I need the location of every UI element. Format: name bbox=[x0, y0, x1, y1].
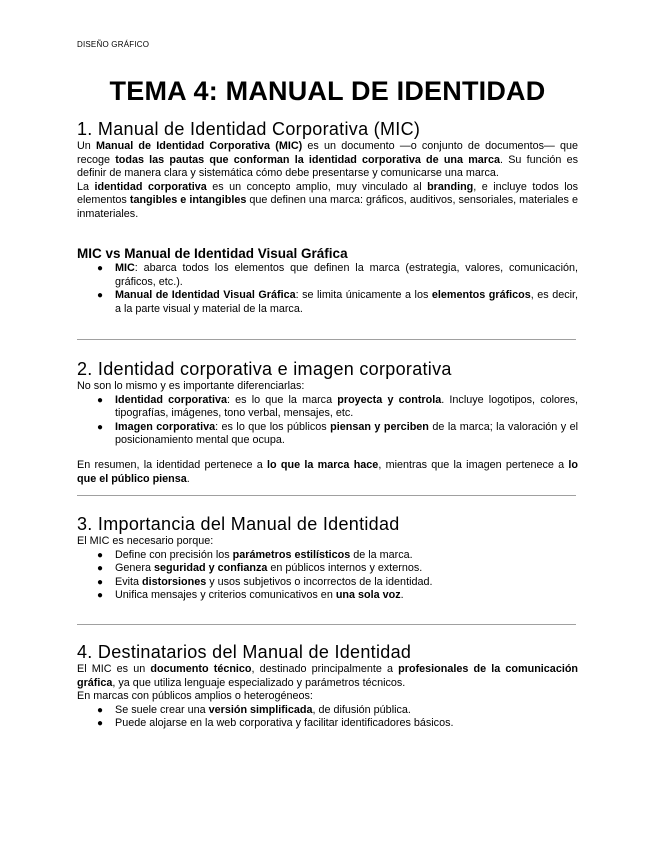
divider bbox=[77, 339, 576, 340]
section-2 bbox=[77, 359, 578, 448]
bold-text: todas las pautas que conforman la identidad corporativa de una marca bbox=[115, 153, 501, 166]
bullet-icon: ● bbox=[97, 590, 104, 602]
bold-text: versión simplificada bbox=[208, 703, 313, 716]
list-item: ● Manual de Identidad Visual Gráfica: se limita únicamente a los elementos gráficos, es decir, a la parte visual y material de la marca. bbox=[97, 289, 578, 315]
bold-text: tangibles e intangibles bbox=[129, 194, 247, 207]
list-item: ● Imagen corporativa: es lo que los públicos piensan y perciben de la marca; la valoración y el posicionamiento mental que ocupa. bbox=[97, 420, 579, 447]
section-3-intro: El MIC es necesario porque: bbox=[77, 535, 214, 547]
list-item: ● Puede alojarse en la web corporativa y facilitar identificadores básicos. bbox=[97, 717, 454, 730]
bullet-icon: ● bbox=[97, 704, 104, 716]
list-item: ● Genera seguridad y confianza en públicos internos y externos. bbox=[97, 562, 423, 575]
section-4 bbox=[77, 642, 578, 731]
section-1-paragraph-2: La identidad corporativa es un concepto amplio, muy vinculado al branding, e incluye todos los elementos tangibles e intangibles que definen una marca: gráficos, auditivos, sensoriales, materiales e inmateriales. bbox=[77, 180, 579, 220]
list-item: ● Unifica mensajes y criterios comunicativos en una sola voz. bbox=[97, 589, 404, 602]
section-2-summary-block bbox=[77, 459, 578, 486]
section-1 bbox=[77, 119, 578, 222]
bold-text: profesionales de la comunicación gráfica bbox=[77, 663, 579, 689]
bullet-icon: ● bbox=[97, 718, 104, 730]
divider bbox=[77, 495, 576, 496]
bold-text: elementos gráficos bbox=[431, 289, 531, 302]
list-item: ● MIC: abarca todos los elementos que definen la marca (estrategia, valores, comunicación, gráficos, etc.). bbox=[97, 262, 578, 288]
running-header: DISEÑO GRÁFICO bbox=[77, 40, 150, 49]
section-1-paragraph-1: Un Manual de Identidad Corporativa (MIC) es un documento —o conjunto de documentos— que recoge todas las pautas que conforman la identidad corporativa de una marca. Su función es definir de manera clara y sistemática cómo debe presentarse y comunicarse una marca. bbox=[77, 140, 578, 180]
bold-text: parámetros estilísticos bbox=[232, 548, 351, 561]
section-2-heading: 2. Identidad corporativa e imagen corporativa bbox=[77, 359, 452, 379]
bold-text: lo que el público piensa bbox=[77, 459, 579, 485]
list-item: ● Identidad corporativa: es lo que la marca proyecta y controla. Incluye logotipos, colores, tipografías, imágenes, tono verbal, mensajes, etc. bbox=[97, 393, 578, 420]
bold-text: lo que la marca hace bbox=[267, 459, 379, 471]
section-4-heading: 4. Destinatarios del Manual de Identidad bbox=[77, 642, 412, 662]
bullet-icon: ● bbox=[97, 394, 104, 406]
bold-text: proyecta y controla bbox=[337, 393, 442, 406]
bullet-icon: ● bbox=[97, 290, 104, 302]
bold-text: Imagen corporativa bbox=[115, 420, 216, 433]
bold-text: documento técnico bbox=[150, 663, 252, 675]
section-3-heading: 3. Importancia del Manual de Identidad bbox=[77, 514, 400, 534]
section-1-subheading: MIC vs Manual de Identidad Visual Gráfica bbox=[77, 246, 348, 261]
section-1-bullet-list bbox=[77, 262, 578, 316]
bold-text: seguridad y confianza bbox=[154, 562, 268, 575]
section-1-subsection bbox=[77, 246, 578, 316]
section-2-bullet-list bbox=[77, 394, 578, 448]
section-3-bullet-list bbox=[77, 549, 578, 603]
section-2-intro: No son lo mismo y es importante diferenciarlas: bbox=[77, 380, 305, 392]
bullet-icon: ● bbox=[97, 421, 104, 433]
bullet-icon: ● bbox=[97, 576, 104, 588]
list-item: ● Evita distorsiones y usos subjetivos o incorrectos de la identidad. bbox=[97, 575, 433, 588]
bold-text: Manual de Identidad Corporativa (MIC) bbox=[96, 140, 303, 152]
bullet-icon: ● bbox=[97, 263, 104, 274]
bullet-icon: ● bbox=[97, 549, 104, 561]
list-item: ● Define con precisión los parámetros estilísticos de la marca. bbox=[97, 548, 413, 561]
section-4-bullet-list bbox=[77, 704, 578, 731]
bold-text: Identidad corporativa bbox=[115, 393, 227, 406]
bold-text: identidad corporativa bbox=[94, 180, 207, 193]
divider bbox=[77, 624, 576, 625]
bold-text: distorsiones bbox=[142, 575, 207, 588]
section-3 bbox=[77, 514, 578, 603]
bullet-icon: ● bbox=[97, 563, 104, 575]
list-item: ● Se suele crear una versión simplificada, de difusión pública. bbox=[97, 703, 411, 716]
section-1-heading: 1. Manual de Identidad Corporativa (MIC) bbox=[77, 119, 421, 139]
bold-text: branding bbox=[427, 180, 474, 193]
bold-text: MIC bbox=[115, 262, 135, 274]
bold-text: Manual de Identidad Visual Gráfica bbox=[115, 289, 296, 302]
bold-text: una sola voz bbox=[335, 589, 401, 602]
bold-text: piensan y perciben bbox=[330, 420, 429, 433]
section-4-paragraph: El MIC es un documento técnico, destinado principalmente a profesionales de la comunicación gráfica, ya que utiliza lenguaje especializado y parámetros técnicos. bbox=[77, 663, 579, 689]
page-title: TEMA 4: MANUAL DE IDENTIDAD bbox=[109, 76, 546, 106]
section-2-summary: En resumen, la identidad pertenece a lo que la marca hace, mientras que la imagen pertenece a lo que el público piensa. bbox=[77, 459, 579, 485]
section-4-intro: En marcas con públicos amplios o heterogéneos: bbox=[77, 690, 313, 703]
